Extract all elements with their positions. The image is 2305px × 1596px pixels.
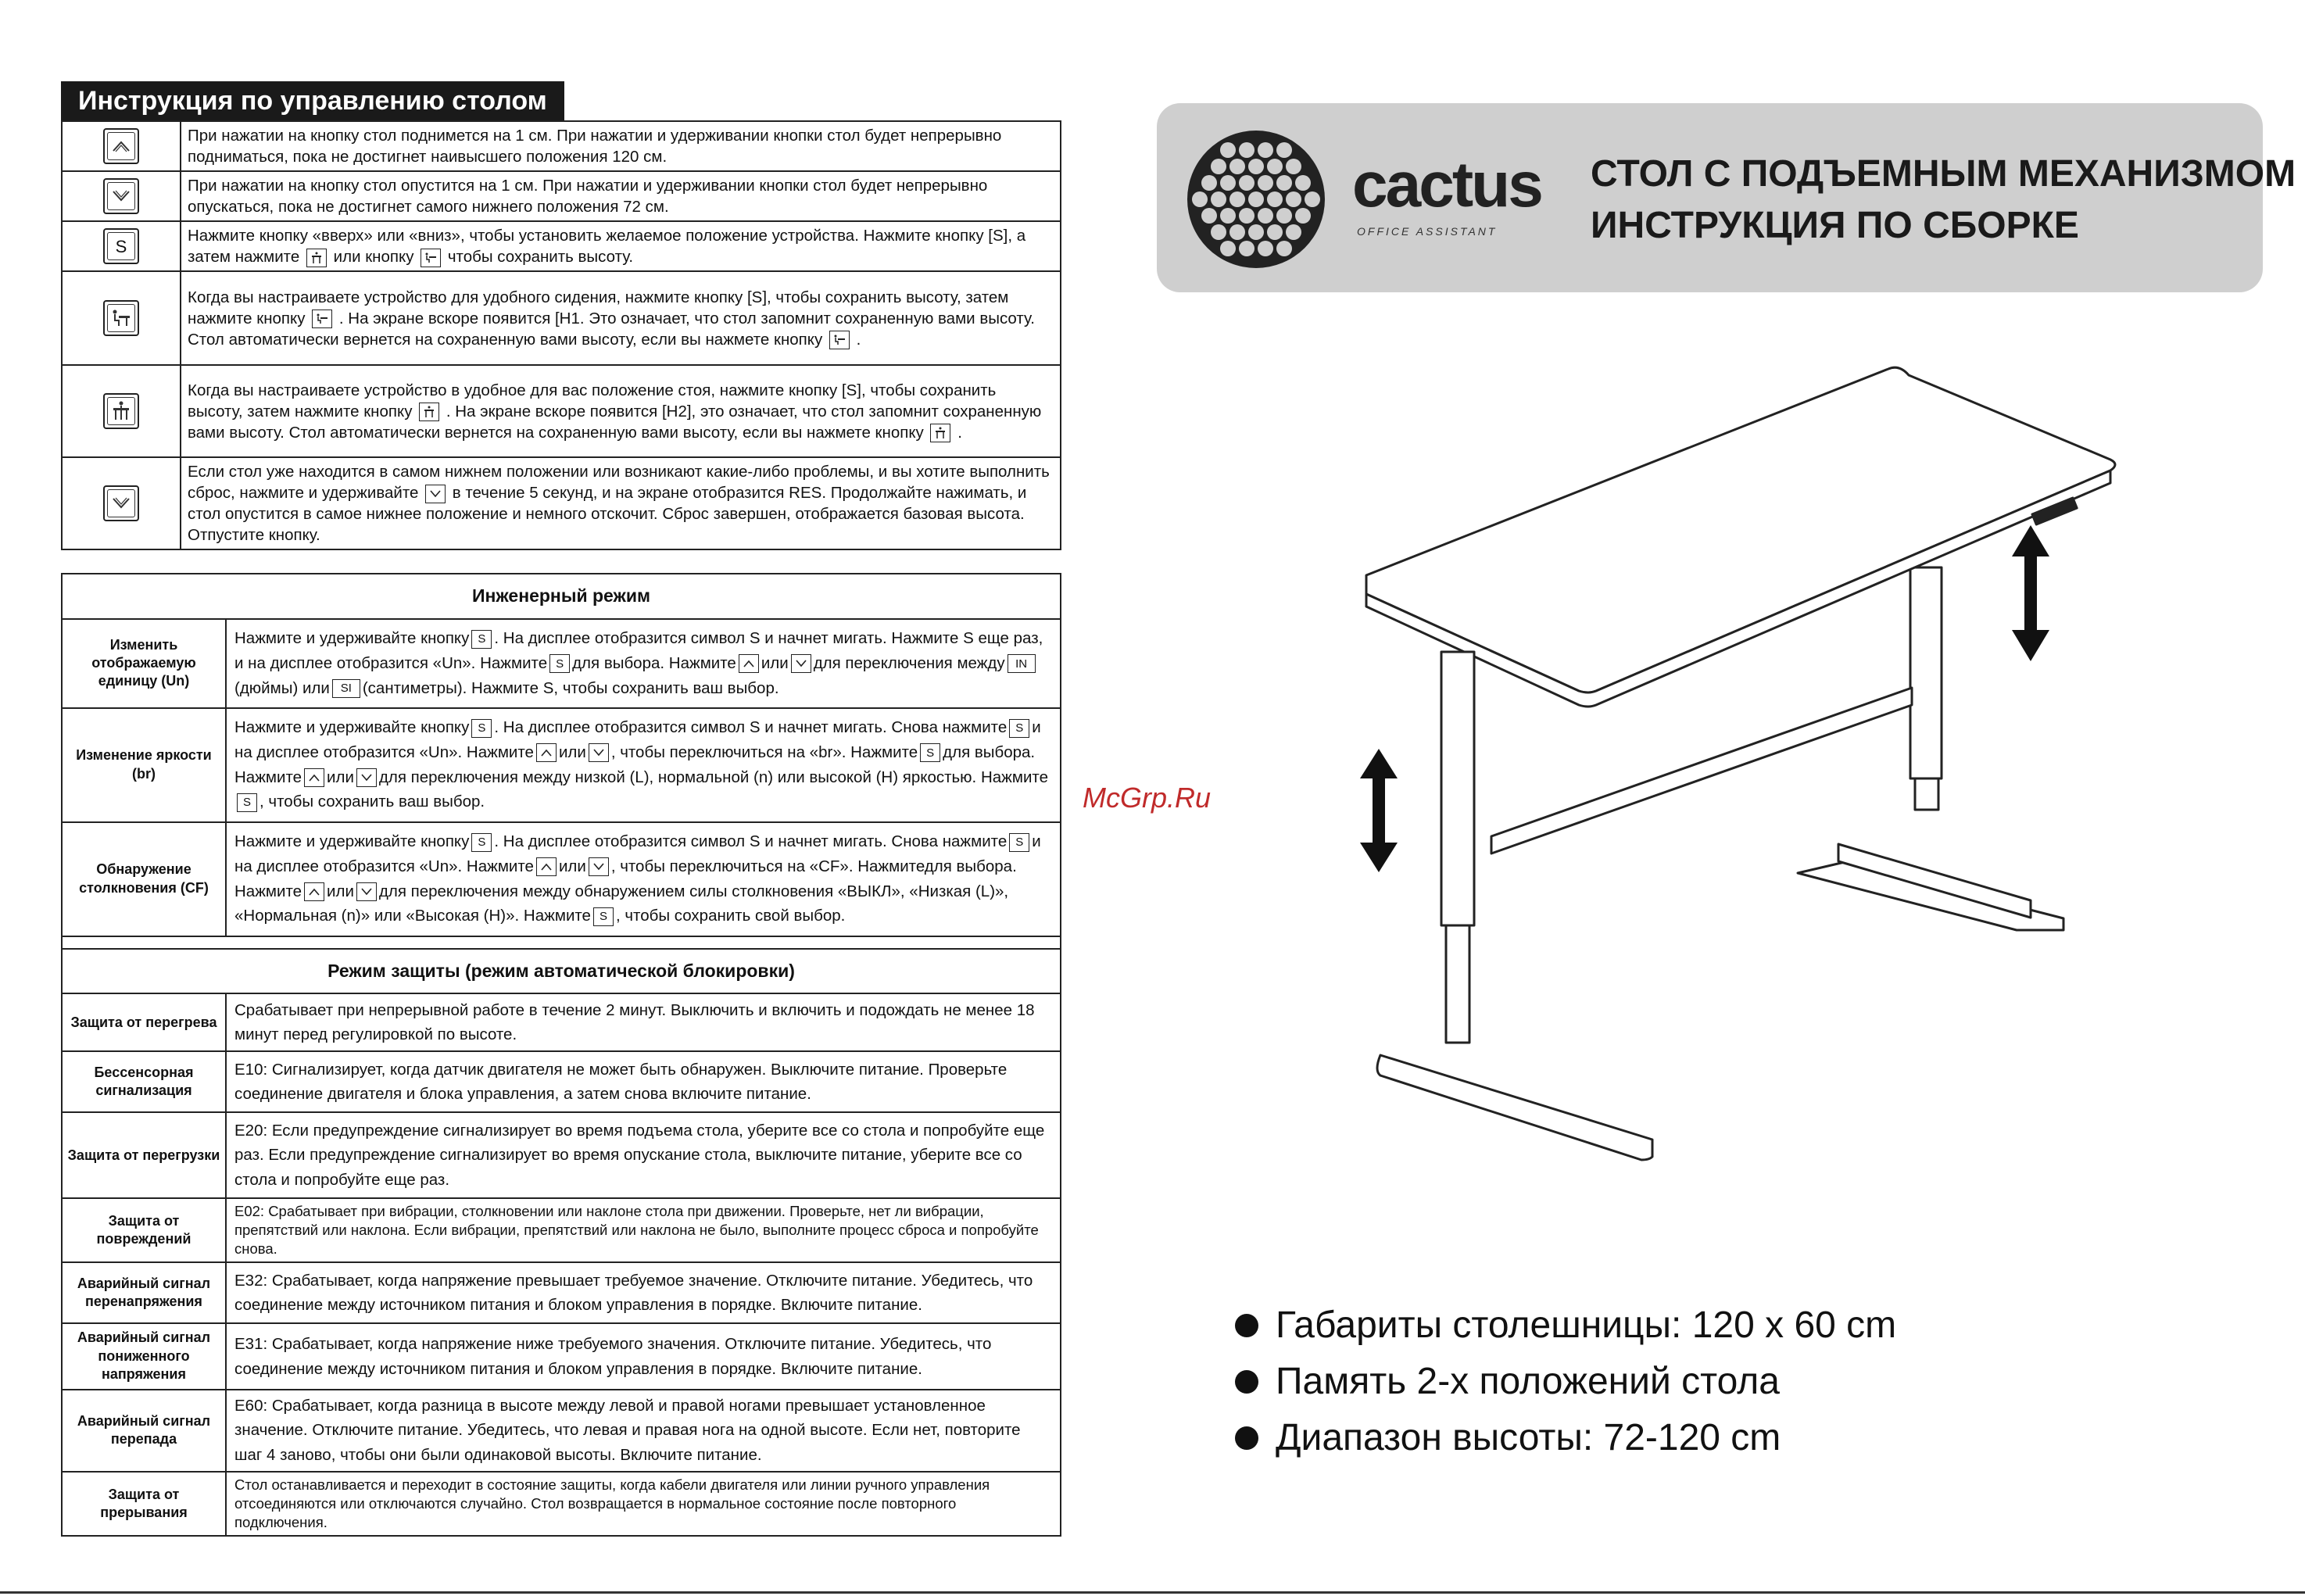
table-row [62, 1112, 1061, 1198]
s-key-icon: S [1009, 719, 1029, 738]
arrow-down-icon [103, 485, 139, 521]
control-text: Нажмите кнопку «вверх» или «вниз», чтобы установить желаемое положение устройства. Нажмите кнопку [S], а затем нажмите или кнопку чтобы сохранить высоту. [181, 221, 1061, 271]
table-row [62, 1390, 1061, 1472]
brand-name: cactus [1352, 149, 1541, 220]
control-text: Когда вы настраиваете устройство для удобного сидения, нажмите кнопку [S], чтобы сохранить высоту, затем нажмите кнопку . На экране вскоре появится [H1. Это означает, что стол запомнит сохраненную вами высоту. Стол автоматически вернется на сохраненную вами высоту, если вы нажмете кнопку . [181, 271, 1061, 365]
cactus-logo-icon [1187, 130, 1326, 269]
table-row [62, 1472, 1061, 1536]
protection-header: Режим защиты (режим автоматической блокировки) [62, 949, 1061, 994]
control-row [62, 457, 1061, 549]
table-row [62, 993, 1061, 1051]
sitting-person-icon [421, 249, 441, 267]
s-key-icon: S [471, 630, 492, 649]
s-key-icon: S [471, 833, 492, 852]
row-text: E32: Срабатывает, когда напряжение превышает требуемое значение. Отключите питание. Убедитесь, что соединение между источником питания и блоком управления в порядке. Включите питание. [226, 1262, 1061, 1323]
control-text: При нажатии на кнопку стол поднимется на 1 см. При нажатии и удерживании кнопки стол будет непрерывно подниматься, пока не достигнет наивысшего положения 120 см. [181, 121, 1061, 171]
table-row [62, 822, 1061, 936]
control-text: При нажатии на кнопку стол опустится на 1 см. При нажатии и удерживании кнопки стол будет непрерывно опускаться, пока не достигнет самого нижнего положения 72 см. [181, 171, 1061, 221]
table-row [62, 1051, 1061, 1112]
row-text: Нажмите и удерживайте кнопку S . На дисплее отобразится символ S и начнет мигать. Снова нажмите S и на дисплее отобразится «Un». Нажмите или , чтобы переключиться на «CF». Нажмитедля выбора. Нажмите или для переключения между обнаружением силы столкновения «ВЫКЛ», «Низкая (L)», «Нормальная (n)» или «Высокая (H)». Нажмите S , чтобы сохранить свой выбор. [226, 822, 1061, 936]
row-label: Защита от повреждений [62, 1198, 226, 1262]
sitting-person-icon [312, 310, 332, 328]
control-text: Если стол уже находится в самом нижнем положении или возникают какие-либо проблемы, и вы хотите выполнить сброс, нажмите и удерживайте в течение 5 секунд, и на экране отобразится RES. Продолжайте нажимать, и стол опустится в самое нижнее положение и немного отскочит. Сброс завершен, отображается базовая высота. Отпустите кнопку. [181, 457, 1061, 549]
cm-key-icon: SI [332, 679, 360, 698]
standing-person-icon [306, 249, 327, 267]
s-key-icon: S [103, 228, 139, 264]
sitting-person-icon [829, 331, 850, 349]
table-row [62, 1198, 1061, 1262]
control-row [62, 171, 1061, 221]
row-text: Стол останавливается и переходит в состояние защиты, когда кабели двигателя или линии ручного управления отсоединяются или отключаются случайно. Стол возвращается в нормальное состояние после повторного подключения. [226, 1472, 1061, 1536]
arrow-up-icon [739, 654, 759, 673]
s-key-icon: S [1009, 833, 1029, 852]
controls-table [61, 120, 1061, 550]
s-key-icon: S [593, 907, 614, 926]
arrow-down-icon [425, 485, 446, 503]
standing-person-icon [419, 403, 439, 421]
bullet-icon [1235, 1426, 1258, 1450]
control-text: Когда вы настраиваете устройство в удобное для вас положение стоя, нажмите кнопку [S], чтобы сохранить высоту, затем нажмите кнопку . На экране вскоре появится [H2], это означает, что стол запомнит сохраненную вами высоту. Стол автоматически вернется на сохраненную вами высоту, если вы нажмете кнопку . [181, 365, 1061, 457]
arrow-up-icon [304, 882, 324, 901]
spec-list [1235, 1305, 1896, 1474]
row-text: Нажмите и удерживайте кнопку S . На дисплее отобразится символ S и начнет мигать. Нажмите S еще раз, и на дисплее отобразится «Un». Нажмите S для выбора. Нажмите или для переключения между IN(дюймы) или SI (сантиметры). Нажмите S, чтобы сохранить ваш выбор. [226, 619, 1061, 708]
bullet-icon [1235, 1370, 1258, 1394]
row-text: Срабатывает при непрерывной работе в течение 2 минут. Выключить и включить и подождать не менее 18 минут перед регулировкой по высоте. [226, 993, 1061, 1051]
page-title: СТОЛ С ПОДЪЕМНЫМ МЕХАНИЗМОМ [1591, 153, 2296, 195]
arrow-up-icon [536, 743, 557, 762]
row-label: Изменение яркости (br) [62, 708, 226, 822]
row-label: Защита от прерывания [62, 1472, 226, 1536]
bullet-icon [1235, 1314, 1258, 1337]
table-row [62, 1262, 1061, 1323]
control-row [62, 121, 1061, 171]
standing-person-icon [930, 424, 950, 442]
page-subtitle: ИНСТРУКЦИЯ ПО СБОРКЕ [1591, 205, 2079, 246]
row-text: E31: Срабатывает, когда напряжение ниже требуемого значения. Отключите питание. Убедитесь, что соединение между источником питания и блоком управления в порядке. Включите питание. [226, 1323, 1061, 1389]
standing-person-icon [103, 393, 139, 429]
arrow-down-icon [589, 743, 609, 762]
desk-illustration [1329, 344, 2157, 1188]
section-title: Инструкция по управлению столом [61, 81, 564, 120]
row-label: Аварийный сигнал перенапряжения [62, 1262, 226, 1323]
table-row [62, 1323, 1061, 1389]
arrow-down-icon [791, 654, 811, 673]
s-key-icon: S [471, 719, 492, 738]
inch-key-icon: IN [1008, 654, 1036, 673]
table-row [62, 619, 1061, 708]
list-item: Диапазон высоты: 72-120 cm [1235, 1418, 1896, 1458]
arrow-down-icon [103, 178, 139, 214]
engineering-header: Инженерный режим [62, 574, 1061, 619]
row-label: Обнаружение столкновения (CF) [62, 822, 226, 936]
arrow-down-icon [589, 857, 609, 876]
sitting-person-icon [103, 300, 139, 336]
row-label: Бессенсорная сигнализация [62, 1051, 226, 1112]
brand-subtitle: OFFICE ASSISTANT [1357, 225, 1498, 238]
row-text: E10: Сигнализирует, когда датчик двигателя не может быть обнаружен. Выключите питание. Проверьте соединение двигателя и блока управления, а затем снова включите питание. [226, 1051, 1061, 1112]
list-item: Габариты столешницы: 120 x 60 cm [1235, 1305, 1896, 1346]
list-item: Память 2-х положений стола [1235, 1362, 1896, 1402]
arrow-up-icon [536, 857, 557, 876]
control-row [62, 221, 1061, 271]
arrow-up-icon [304, 768, 324, 787]
arrow-up-icon [103, 128, 139, 164]
row-text: E60: Срабатывает, когда разница в высоте между левой и правой ногами превышает установленное значение. Отключите питание. Убедитесь, что левая и правая нога на одной высоте. Если нет, повторите шаг 4 заново, чтобы они были одинаковой высоты. Включите питание. [226, 1390, 1061, 1472]
s-key-icon: S [237, 793, 257, 812]
divider [0, 1591, 2305, 1594]
row-label: Защита от перегрева [62, 993, 226, 1051]
s-key-icon: S [549, 654, 570, 673]
row-label: Аварийный сигнал пониженного напряжения [62, 1323, 226, 1389]
row-text: Нажмите и удерживайте кнопку S . На дисплее отобразится символ S и начнет мигать. Снова нажмите S и на дисплее отобразится «Un». Нажмите или , чтобы переключиться на «br». Нажмите S для выбора. Нажмите или для переключения между низкой (L), нормальной (n) или высокой (H) яркостью. НажмитеS , чтобы сохранить ваш выбор. [226, 708, 1061, 822]
watermark: McGrp.Ru [1083, 782, 1212, 814]
engineering-table [61, 573, 1061, 1537]
row-label: Изменить отображаемую единицу (Un) [62, 619, 226, 708]
arrow-down-icon [356, 768, 377, 787]
row-text: E02: Срабатывает при вибрации, столкновении или наклоне стола при движении. Проверьте, нет ли вибрации, препятствий или наклона. Если вибрации, препятствий или наклона не было, выполните процесс сброса и попробуйте снова. [226, 1198, 1061, 1262]
row-label: Аварийный сигнал перепада [62, 1390, 226, 1472]
arrow-down-icon [356, 882, 377, 901]
row-label: Защита от перегрузки [62, 1112, 226, 1198]
s-key-icon: S [920, 743, 940, 762]
row-text: E20: Если предупреждение сигнализирует во время подъема стола, уберите все со стола и попробуйте еще раз. Если предупреждение сигнализирует во время опускание стола, выключите питание, уберите все со стола и попробуйте еще раз. [226, 1112, 1061, 1198]
table-row [62, 708, 1061, 822]
control-row [62, 365, 1061, 457]
control-row [62, 271, 1061, 365]
